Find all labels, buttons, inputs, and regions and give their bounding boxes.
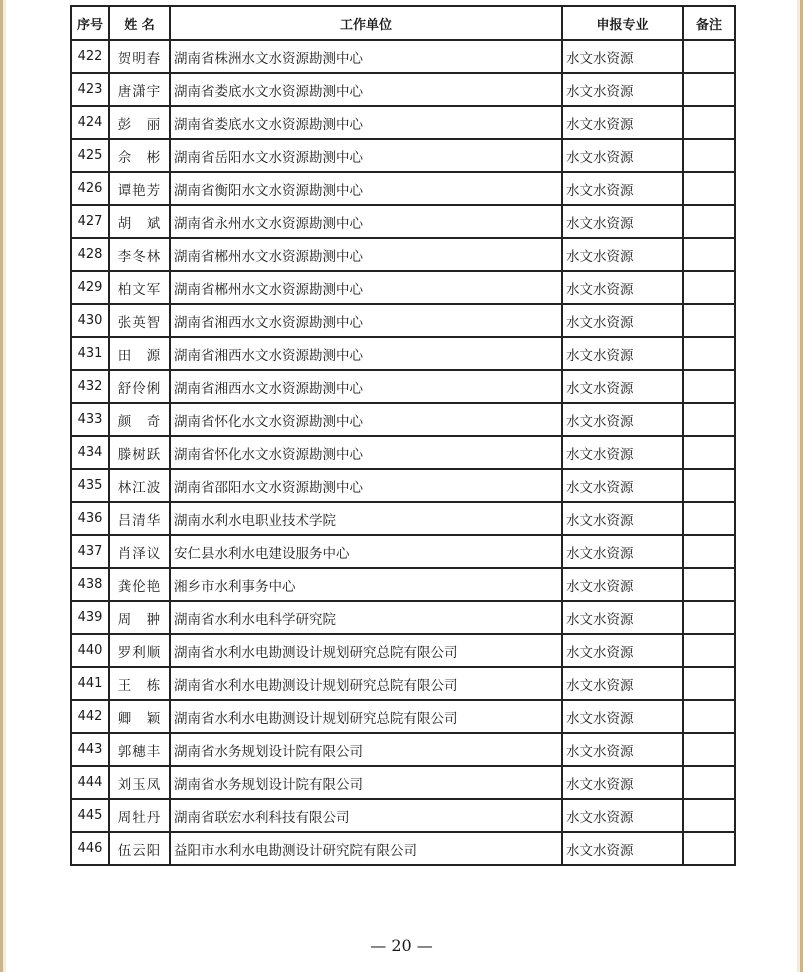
cell-specialty: 水文水资源 xyxy=(562,304,683,337)
cell-work-unit: 湖南省水利水电勘测设计规划研究总院有限公司 xyxy=(170,667,562,700)
cell-specialty: 水文水资源 xyxy=(562,139,683,172)
table-row xyxy=(71,271,735,304)
cell-specialty: 水文水资源 xyxy=(562,238,683,271)
table-row xyxy=(71,568,735,601)
header-work-unit: 工作单位 xyxy=(170,6,562,40)
cell-specialty: 水文水资源 xyxy=(562,205,683,238)
document-page xyxy=(6,0,797,972)
cell-name: 唐潇宇 xyxy=(109,73,170,106)
cell-specialty: 水文水资源 xyxy=(562,337,683,370)
cell-remarks xyxy=(683,568,735,601)
cell-specialty: 水文水资源 xyxy=(562,502,683,535)
cell-serial-number: 431 xyxy=(71,337,109,370)
cell-remarks xyxy=(683,106,735,139)
cell-name: 滕树跃 xyxy=(109,436,170,469)
cell-name: 谭艳芳 xyxy=(109,172,170,205)
cell-work-unit: 湖南省株洲水文水资源勘测中心 xyxy=(170,40,562,73)
table-row xyxy=(71,205,735,238)
table-row xyxy=(71,733,735,766)
cell-name: 李冬林 xyxy=(109,238,170,271)
cell-remarks xyxy=(683,700,735,733)
cell-serial-number: 438 xyxy=(71,568,109,601)
table-body xyxy=(71,40,735,865)
cell-remarks xyxy=(683,502,735,535)
table-row xyxy=(71,40,735,73)
cell-serial-number: 428 xyxy=(71,238,109,271)
cell-work-unit: 湖南省岳阳水文水资源勘测中心 xyxy=(170,139,562,172)
cell-serial-number: 422 xyxy=(71,40,109,73)
cell-serial-number: 433 xyxy=(71,403,109,436)
cell-work-unit: 湖南省衡阳水文水资源勘测中心 xyxy=(170,172,562,205)
cell-name: 王 栋 xyxy=(109,667,170,700)
cell-work-unit: 湖南省郴州水文水资源勘测中心 xyxy=(170,238,562,271)
cell-remarks xyxy=(683,73,735,106)
cell-specialty: 水文水资源 xyxy=(562,568,683,601)
cell-serial-number: 434 xyxy=(71,436,109,469)
cell-specialty: 水文水资源 xyxy=(562,271,683,304)
cell-remarks xyxy=(683,205,735,238)
cell-remarks xyxy=(683,172,735,205)
cell-work-unit: 湖南省邵阳水文水资源勘测中心 xyxy=(170,469,562,502)
cell-name: 柏文军 xyxy=(109,271,170,304)
cell-name: 龚伦艳 xyxy=(109,568,170,601)
header-remarks: 备注 xyxy=(683,6,735,40)
cell-remarks xyxy=(683,766,735,799)
cell-specialty: 水文水资源 xyxy=(562,172,683,205)
cell-name: 贺明春 xyxy=(109,40,170,73)
cell-specialty: 水文水资源 xyxy=(562,766,683,799)
header-specialty: 申报专业 xyxy=(562,6,683,40)
cell-remarks xyxy=(683,40,735,73)
cell-remarks xyxy=(683,601,735,634)
table-row xyxy=(71,535,735,568)
cell-work-unit: 湘乡市水利事务中心 xyxy=(170,568,562,601)
cell-work-unit: 湖南水利水电职业技术学院 xyxy=(170,502,562,535)
cell-remarks xyxy=(683,535,735,568)
page-frame-left xyxy=(0,0,3,972)
cell-serial-number: 430 xyxy=(71,304,109,337)
cell-remarks xyxy=(683,634,735,667)
cell-remarks xyxy=(683,667,735,700)
cell-name: 卿 颖 xyxy=(109,700,170,733)
cell-serial-number: 446 xyxy=(71,832,109,865)
cell-name: 刘玉凤 xyxy=(109,766,170,799)
cell-specialty: 水文水资源 xyxy=(562,403,683,436)
cell-work-unit: 湖南省水利水电勘测设计规划研究总院有限公司 xyxy=(170,700,562,733)
table-row xyxy=(71,139,735,172)
cell-work-unit: 湖南省水利水电勘测设计规划研究总院有限公司 xyxy=(170,634,562,667)
table-row xyxy=(71,667,735,700)
table-row xyxy=(71,304,735,337)
cell-specialty: 水文水资源 xyxy=(562,733,683,766)
cell-serial-number: 427 xyxy=(71,205,109,238)
cell-serial-number: 443 xyxy=(71,733,109,766)
header-name: 姓 名 xyxy=(109,6,170,40)
cell-serial-number: 429 xyxy=(71,271,109,304)
table-row xyxy=(71,73,735,106)
table-row xyxy=(71,403,735,436)
cell-remarks xyxy=(683,304,735,337)
cell-name: 周 翀 xyxy=(109,601,170,634)
cell-specialty: 水文水资源 xyxy=(562,436,683,469)
cell-serial-number: 425 xyxy=(71,139,109,172)
cell-serial-number: 436 xyxy=(71,502,109,535)
cell-name: 田 源 xyxy=(109,337,170,370)
table-header-row xyxy=(71,6,735,40)
cell-name: 吕清华 xyxy=(109,502,170,535)
cell-work-unit: 湖南省永州水文水资源勘测中心 xyxy=(170,205,562,238)
cell-name: 周牡丹 xyxy=(109,799,170,832)
cell-name: 舒伶俐 xyxy=(109,370,170,403)
cell-work-unit: 湖南省娄底水文水资源勘测中心 xyxy=(170,106,562,139)
cell-serial-number: 423 xyxy=(71,73,109,106)
cell-work-unit: 湖南省郴州水文水资源勘测中心 xyxy=(170,271,562,304)
cell-name: 林江波 xyxy=(109,469,170,502)
cell-work-unit: 湖南省湘西水文水资源勘测中心 xyxy=(170,370,562,403)
cell-work-unit: 湖南省娄底水文水资源勘测中心 xyxy=(170,73,562,106)
table-row xyxy=(71,799,735,832)
table-row xyxy=(71,469,735,502)
cell-specialty: 水文水资源 xyxy=(562,700,683,733)
cell-remarks xyxy=(683,238,735,271)
cell-work-unit: 安仁县水利水电建设服务中心 xyxy=(170,535,562,568)
cell-work-unit: 湖南省怀化水文水资源勘测中心 xyxy=(170,436,562,469)
cell-remarks xyxy=(683,436,735,469)
cell-name: 肖泽议 xyxy=(109,535,170,568)
table-row xyxy=(71,172,735,205)
cell-specialty: 水文水资源 xyxy=(562,73,683,106)
table-row xyxy=(71,700,735,733)
cell-work-unit: 湖南省水务规划设计院有限公司 xyxy=(170,766,562,799)
table-row xyxy=(71,601,735,634)
cell-specialty: 水文水资源 xyxy=(562,370,683,403)
cell-serial-number: 424 xyxy=(71,106,109,139)
cell-serial-number: 442 xyxy=(71,700,109,733)
personnel-table xyxy=(70,5,736,866)
cell-name: 张英智 xyxy=(109,304,170,337)
cell-serial-number: 441 xyxy=(71,667,109,700)
cell-work-unit: 湖南省怀化水文水资源勘测中心 xyxy=(170,403,562,436)
cell-remarks xyxy=(683,403,735,436)
cell-specialty: 水文水资源 xyxy=(562,469,683,502)
cell-remarks xyxy=(683,139,735,172)
cell-serial-number: 440 xyxy=(71,634,109,667)
cell-specialty: 水文水资源 xyxy=(562,535,683,568)
cell-remarks xyxy=(683,799,735,832)
cell-serial-number: 445 xyxy=(71,799,109,832)
cell-specialty: 水文水资源 xyxy=(562,634,683,667)
table-row xyxy=(71,337,735,370)
cell-remarks xyxy=(683,370,735,403)
table-row xyxy=(71,502,735,535)
cell-specialty: 水文水资源 xyxy=(562,106,683,139)
cell-remarks xyxy=(683,337,735,370)
cell-specialty: 水文水资源 xyxy=(562,799,683,832)
table-row xyxy=(71,370,735,403)
cell-specialty: 水文水资源 xyxy=(562,667,683,700)
cell-work-unit: 湖南省水务规划设计院有限公司 xyxy=(170,733,562,766)
cell-name: 郭穗丰 xyxy=(109,733,170,766)
cell-serial-number: 435 xyxy=(71,469,109,502)
cell-name: 伍云阳 xyxy=(109,832,170,865)
cell-remarks xyxy=(683,469,735,502)
cell-name: 胡 斌 xyxy=(109,205,170,238)
cell-serial-number: 426 xyxy=(71,172,109,205)
table-row xyxy=(71,766,735,799)
cell-specialty: 水文水资源 xyxy=(562,832,683,865)
cell-work-unit: 湖南省联宏水利科技有限公司 xyxy=(170,799,562,832)
cell-remarks xyxy=(683,832,735,865)
cell-serial-number: 437 xyxy=(71,535,109,568)
cell-remarks xyxy=(683,271,735,304)
cell-name: 彭 丽 xyxy=(109,106,170,139)
cell-work-unit: 湖南省湘西水文水资源勘测中心 xyxy=(170,337,562,370)
table-row xyxy=(71,634,735,667)
table-row xyxy=(71,436,735,469)
table-row xyxy=(71,238,735,271)
table-row xyxy=(71,832,735,865)
cell-specialty: 水文水资源 xyxy=(562,40,683,73)
header-serial-number: 序号 xyxy=(71,6,109,40)
cell-work-unit: 湖南省水利水电科学研究院 xyxy=(170,601,562,634)
cell-work-unit: 湖南省湘西水文水资源勘测中心 xyxy=(170,304,562,337)
cell-remarks xyxy=(683,733,735,766)
cell-work-unit: 益阳市水利水电勘测设计研究院有限公司 xyxy=(170,832,562,865)
cell-serial-number: 439 xyxy=(71,601,109,634)
page-number: — 20 — xyxy=(370,936,433,955)
cell-specialty: 水文水资源 xyxy=(562,601,683,634)
table-row xyxy=(71,106,735,139)
cell-serial-number: 444 xyxy=(71,766,109,799)
cell-name: 颜 奇 xyxy=(109,403,170,436)
cell-serial-number: 432 xyxy=(71,370,109,403)
cell-name: 佘 彬 xyxy=(109,139,170,172)
cell-name: 罗利顺 xyxy=(109,634,170,667)
